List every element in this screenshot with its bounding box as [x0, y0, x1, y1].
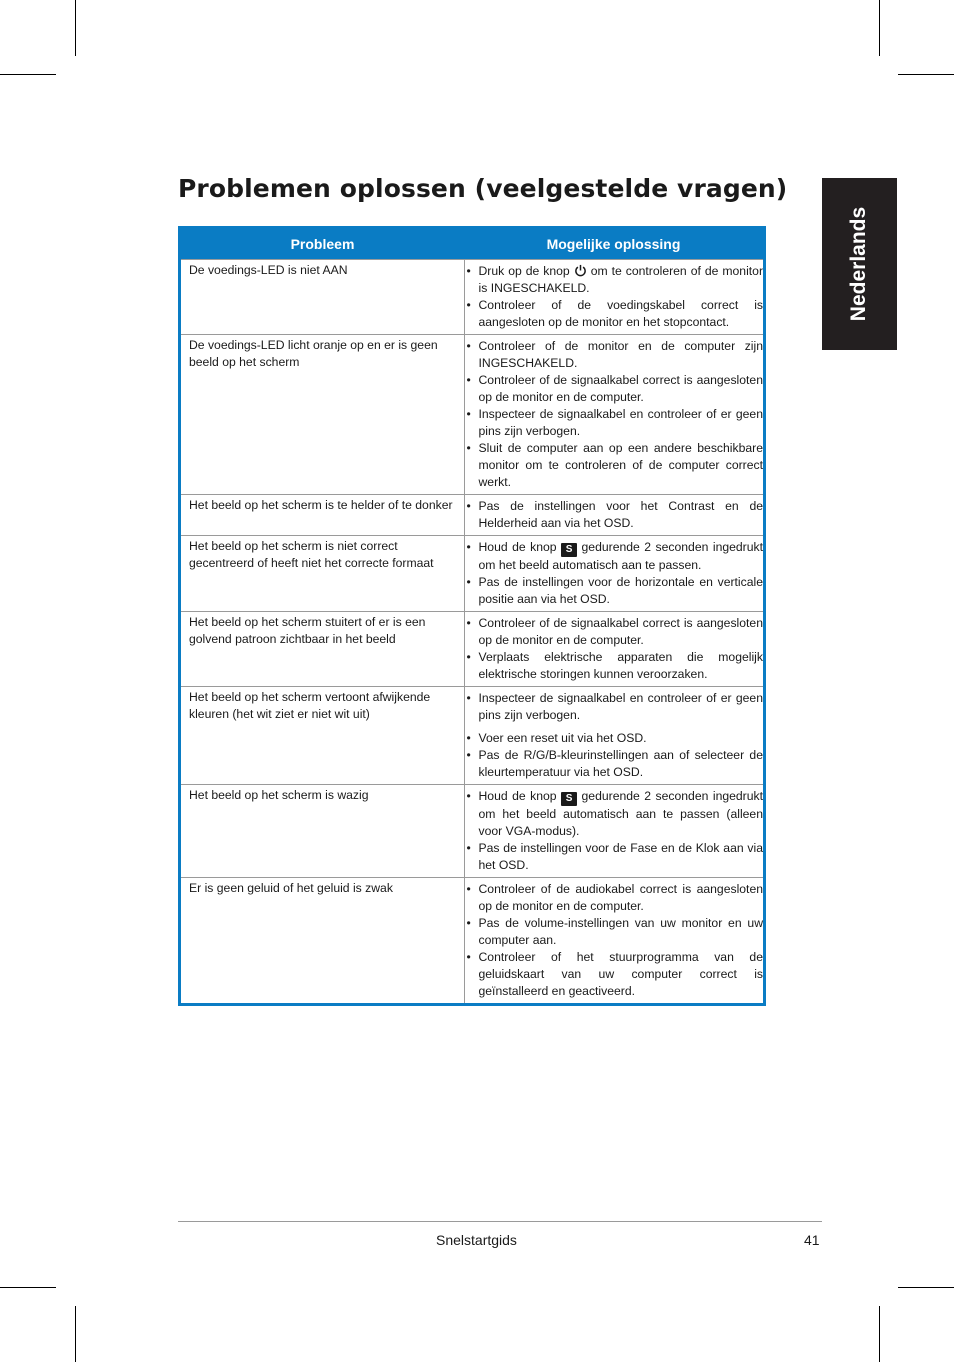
table-row — [181, 536, 763, 612]
solution-item: • Sluit de computer aan op een andere beschikbare monitor om te controleren of de computer correct werkt. — [467, 440, 764, 491]
solution-cell — [464, 687, 763, 785]
table-row — [181, 260, 763, 335]
solution-item: • Pas de R/G/B-kleurinstellingen aan of selecteer de kleurtemperatuur via het OSD. — [467, 747, 764, 781]
solution-list — [467, 498, 764, 532]
solution-cell — [464, 260, 763, 335]
solution-text: gedurende 2 seconden ingedrukt om het beeld automatisch aan te passen (alleen voor VGA-modus). — [478, 789, 763, 838]
table-row — [181, 612, 763, 687]
table-body — [181, 260, 763, 1004]
solution-item: • Pas de instellingen voor de Fase en de Klok aan via het OSD. — [467, 840, 764, 874]
page-number: 41 — [804, 1232, 820, 1248]
solution-cell — [464, 785, 763, 878]
solution-text: Houd de knop — [478, 540, 557, 554]
problem-cell: De voedings-LED licht oranje op en er is geen beeld op het scherm — [181, 335, 464, 495]
problem-cell: Het beeld op het scherm is te helder of te donker — [181, 495, 464, 536]
solution-item — [467, 788, 764, 840]
solution-item: • Inspecteer de signaalkabel en controleer of er geen pins zijn verbogen. — [467, 690, 764, 724]
s-button-icon: S — [561, 792, 577, 806]
solution-list — [467, 690, 764, 781]
footer-divider — [178, 1221, 822, 1222]
table-row — [181, 878, 763, 1004]
solution-list — [467, 615, 764, 683]
solution-list — [467, 263, 764, 331]
solution-list — [467, 338, 764, 491]
solution-item: • Controleer of de voedingskabel correct is aangesloten op de monitor en het stopcontact. — [467, 297, 764, 331]
solution-item: • Controleer of de signaalkabel correct is aangesloten op de monitor en de computer. — [467, 615, 764, 649]
crop-mark — [0, 1287, 56, 1288]
solution-cell — [464, 495, 763, 536]
problem-cell: Het beeld op het scherm is niet correct gecentreerd of heeft niet het correcte formaat — [181, 536, 464, 612]
header-problem: Probleem — [181, 229, 464, 260]
solution-cell — [464, 612, 763, 687]
solution-item: • Pas de instellingen voor de horizontale en verticale positie aan via het OSD. — [467, 574, 764, 608]
table-row — [181, 335, 763, 495]
problem-cell: De voedings-LED is niet AAN — [181, 260, 464, 335]
solution-item: • Controleer of de monitor en de computer zijn INGESCHAKELD. — [467, 338, 764, 372]
solution-item: • Pas de volume-instellingen van uw monitor en uw computer aan. — [467, 915, 764, 949]
solution-list — [467, 881, 764, 1000]
crop-mark — [0, 74, 56, 75]
page-title: Problemen oplossen (veelgestelde vragen) — [178, 174, 788, 203]
solution-cell — [464, 536, 763, 612]
solution-item: • Controleer of de signaalkabel correct is aangesloten op de monitor en de computer. — [467, 372, 764, 406]
solution-list — [467, 788, 764, 874]
crop-mark — [879, 0, 880, 56]
crop-mark — [75, 1306, 76, 1362]
table-row — [181, 495, 763, 536]
solution-cell — [464, 878, 763, 1004]
solution-text: gedurende 2 seconden ingedrukt om het beeld automatisch aan te passen. — [478, 540, 763, 572]
crop-mark — [879, 1306, 880, 1362]
solution-item — [467, 263, 764, 297]
table-row — [181, 785, 763, 878]
solution-text: om te controleren of de monitor is INGESCHAKELD. — [478, 264, 764, 295]
solution-item — [467, 539, 764, 574]
solution-cell — [464, 335, 763, 495]
problem-cell: Het beeld op het scherm stuitert of er is een golvend patroon zichtbaar in het beeld — [181, 612, 464, 687]
s-button-icon: S — [561, 543, 577, 557]
language-tab — [822, 178, 897, 350]
solution-item: • Pas de instellingen voor het Contrast en de Helderheid aan via het OSD. — [467, 498, 764, 532]
solution-text: Houd de knop — [478, 789, 557, 803]
table-row — [181, 687, 763, 785]
solution-item: • Inspecteer de signaalkabel en controleer of er geen pins zijn verbogen. — [467, 406, 764, 440]
solution-list — [467, 539, 764, 608]
troubleshooting-table-container — [178, 226, 766, 1006]
problem-cell: Het beeld op het scherm vertoont afwijkende kleuren (het wit ziet er niet wit uit) — [181, 687, 464, 785]
solution-item: • Controleer of de audiokabel correct is aangesloten op de monitor en de computer. — [467, 881, 764, 915]
solution-item: • Voer een reset uit via het OSD. — [467, 730, 764, 747]
crop-mark — [898, 1287, 954, 1288]
table-header-row — [181, 229, 763, 260]
problem-cell: Het beeld op het scherm is wazig — [181, 785, 464, 878]
language-tab-label: Nederlands — [847, 206, 871, 322]
header-solution: Mogelijke oplossing — [464, 229, 763, 260]
footer-label: Snelstartgids — [436, 1232, 517, 1248]
crop-mark — [75, 0, 76, 56]
problem-cell: Er is geen geluid of het geluid is zwak — [181, 878, 464, 1004]
power-icon — [574, 264, 587, 277]
solution-text: Druk op de knop — [478, 264, 570, 278]
troubleshooting-table — [181, 229, 763, 1003]
solution-item: • Controleer of het stuurprogramma van de geluidskaart van uw computer correct is geïnstalleerd en geactiveerd. — [467, 949, 764, 1000]
crop-mark — [898, 74, 954, 75]
solution-item: • Verplaats elektrische apparaten die mogelijk elektrische storingen kunnen veroorzaken. — [467, 649, 764, 683]
